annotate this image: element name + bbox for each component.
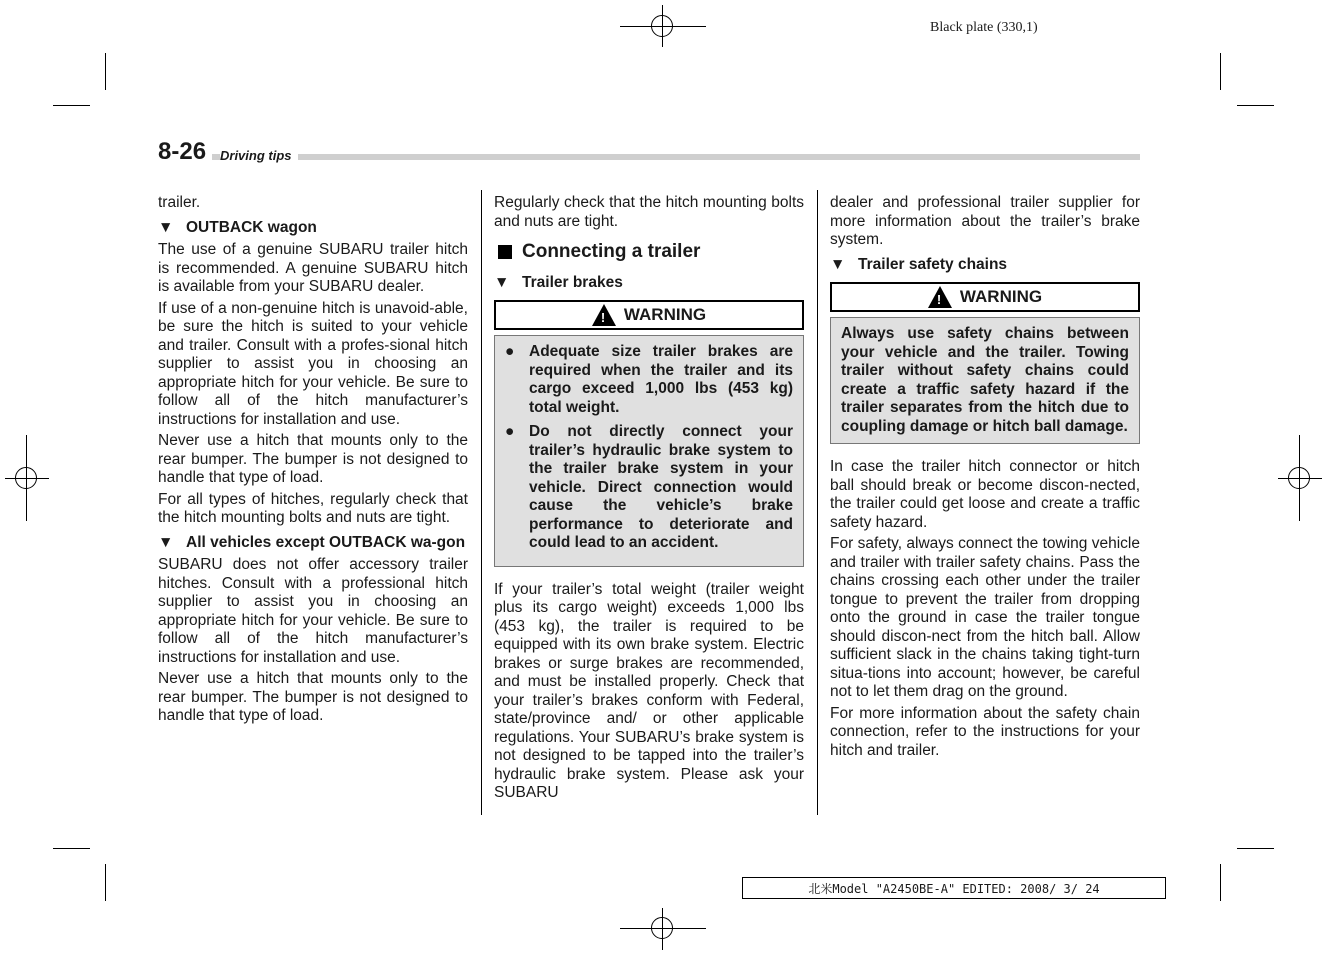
registration-mark bbox=[15, 467, 37, 489]
page-number: 8-26 bbox=[158, 138, 212, 166]
triangle-down-icon: ▼ bbox=[830, 255, 846, 273]
list-item: ● Adequate size trailer brakes are required when the trailer and its cargo exceed 1,000 lbs (453 kg) total weight. bbox=[505, 343, 793, 416]
plate-label: Black plate (330,1) bbox=[930, 20, 1038, 35]
bullet-icon: ● bbox=[505, 343, 515, 360]
subheading: ▼ All vehicles except OUTBACK wa-gon bbox=[158, 533, 466, 551]
registration-mark bbox=[651, 917, 673, 939]
warning-header: ! WARNING bbox=[494, 300, 804, 330]
square-bullet-icon bbox=[498, 245, 512, 259]
column-divider bbox=[817, 190, 818, 815]
section-title: Driving tips bbox=[220, 148, 298, 163]
column-divider bbox=[481, 190, 482, 815]
warning-icon: ! bbox=[592, 304, 616, 326]
paragraph: The use of a genuine SUBARU trailer hitch is recommended. A genuine SUBARU hitch is available from your SUBARU dealer. bbox=[158, 241, 468, 295]
paragraph: For more information about the safety chain connection, refer to the instructions for your hitch and trailer. bbox=[830, 704, 1140, 759]
triangle-down-icon: ▼ bbox=[158, 533, 174, 551]
paragraph: For safety, always connect the towing vehicle and trailer with trailer safety chains. Pass the chains crossing each other under the trailer tongue to prevent the trailer from dropping onto the ground in case the trailer tongue should discon-nect from the hitch ball. Allow sufficient slack in the chains taking tight-turn situa-tions into account; however, be careful not to let them drag on the ground. bbox=[830, 535, 1140, 700]
subheading: ▼ Trailer safety chains bbox=[830, 255, 1008, 273]
column-3 bbox=[830, 194, 1140, 763]
crop-mark bbox=[53, 105, 90, 106]
warning-header: ! WARNING bbox=[830, 282, 1140, 312]
footer-edit-info: 北米Model "A2450BE-A" EDITED: 2008/ 3/ 24 bbox=[742, 877, 1166, 899]
bullet-icon: ● bbox=[505, 423, 515, 440]
paragraph: Never use a hitch that mounts only to the rear bumper. The bumper is not designed to handle that type of load. bbox=[158, 670, 468, 724]
triangle-down-icon: ▼ bbox=[494, 273, 510, 291]
registration-mark bbox=[651, 15, 673, 37]
section-heading: Connecting a trailer bbox=[494, 243, 804, 262]
paragraph: If use of a non-genuine hitch is unavoid-able, be sure the hitch is suited to your vehicle and trailer. Consult with a profes-sional hitch supplier to assist you in choosing an appropriate hitch for your vehicle. Be sure to follow all of the hitch manufacturer’s instructions for installation and use. bbox=[158, 299, 468, 428]
subheading: ▼ OUTBACK wagon bbox=[158, 218, 317, 236]
subheading: ▼ Trailer brakes bbox=[494, 273, 623, 291]
registration-mark bbox=[1288, 467, 1310, 489]
warning-box bbox=[830, 317, 1140, 444]
warning-icon: ! bbox=[928, 286, 952, 308]
paragraph: Regularly check that the hitch mounting bolts and nuts are tight. bbox=[494, 194, 804, 230]
paragraph: trailer. bbox=[158, 194, 201, 211]
column-2 bbox=[494, 194, 804, 806]
warning-box bbox=[494, 335, 804, 567]
triangle-down-icon: ▼ bbox=[158, 218, 174, 236]
crop-mark bbox=[105, 53, 106, 90]
header-bar bbox=[158, 154, 1140, 160]
crop-mark bbox=[105, 864, 106, 901]
crop-mark bbox=[1220, 53, 1221, 90]
paragraph: If your trailer’s total weight (trailer weight plus its cargo weight) exceeds 1,000 lbs (453 kg), the trailer is required to be equipped with its own brake system. Electric brakes or surge brakes are recommended, and must be installed properly. Check that your trailer’s brakes conform with Federal, state/province and/ or other applicable regulations. Your SUBARU’s brake system is not designed to be tapped into the trailer’s hydraulic brake system. Please ask your SUBARU bbox=[494, 580, 804, 801]
column-1 bbox=[158, 194, 468, 729]
paragraph: In case the trailer hitch connector or hitch ball should break or become discon-nected, the trailer could get loose and create a traffic safety hazard. bbox=[830, 458, 1140, 531]
paragraph: For all types of hitches, regularly check that the hitch mounting bolts and nuts are tight. bbox=[158, 490, 468, 526]
paragraph: SUBARU does not offer accessory trailer hitches. Consult with a professional hitch supplier to assist you in choosing an appropriate hitch for your vehicle. Be sure to follow all of the hitch manufacturer’s instructions for installation and use. bbox=[158, 556, 468, 666]
crop-mark bbox=[53, 848, 90, 849]
crop-mark bbox=[1237, 848, 1274, 849]
crop-mark bbox=[1220, 864, 1221, 901]
paragraph: dealer and professional trailer supplier for more information about the trailer’s brake system. bbox=[830, 194, 1140, 248]
paragraph: Never use a hitch that mounts only to the rear bumper. The bumper is not designed to handle that type of load. bbox=[158, 432, 468, 486]
crop-mark bbox=[1237, 105, 1274, 106]
list-item: ● Do not directly connect your trailer’s hydraulic brake system to the trailer brake system in your vehicle. Direct connection would cause the vehicle’s brake performance to deteriorate and could lead to an accident. bbox=[505, 423, 793, 551]
warning-text: Always use safety chains between your vehicle and the trailer. Towing trailer without safety chains could create a traffic safety hazard if the trailer separates from the hitch due to coupling damage or hitch ball damage. bbox=[841, 325, 1129, 435]
